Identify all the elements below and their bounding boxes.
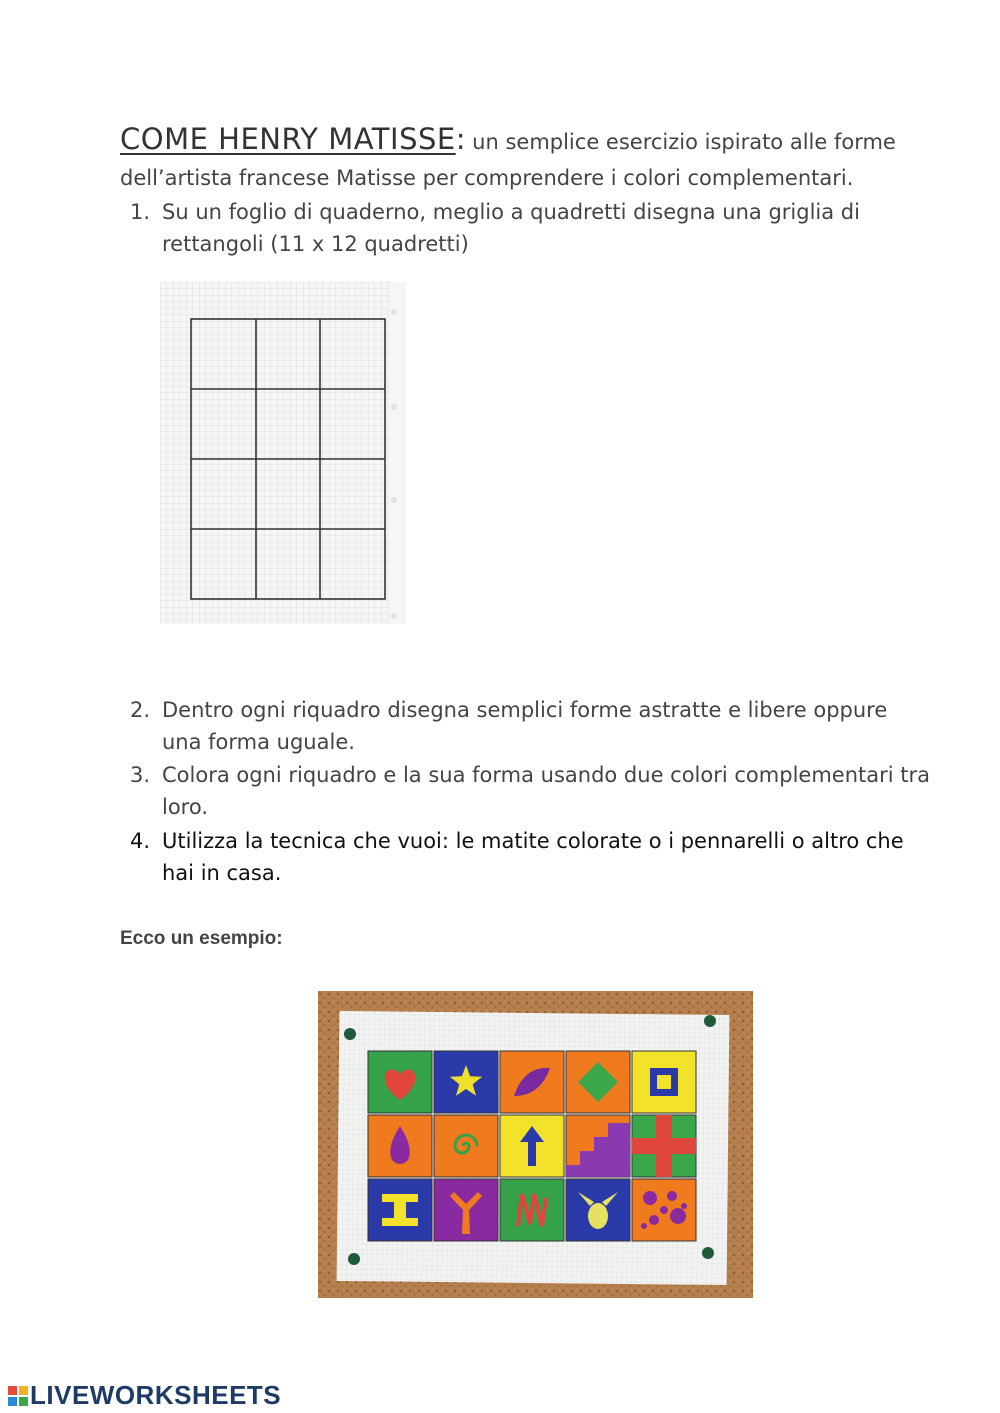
step-number: 3.	[129, 763, 150, 787]
footer-brand	[8, 1380, 281, 1411]
title-colon: :	[455, 122, 466, 156]
example-artwork-photo	[318, 991, 753, 1298]
artwork-cell	[434, 1179, 498, 1241]
artwork-cell	[368, 1115, 432, 1177]
step-text-line1: Dentro ogni riquadro disegna semplici forme astratte e libere oppure	[162, 698, 888, 722]
step-text-line2: hai in casa.	[162, 861, 282, 885]
artwork-cell	[500, 1115, 564, 1177]
artwork-cell	[632, 1115, 696, 1177]
square-ring-shape	[650, 1068, 678, 1096]
artwork-cell	[632, 1179, 696, 1241]
step-1	[120, 196, 980, 262]
grid-sketch	[160, 282, 406, 624]
brand-name: LIVEWORKSHEETS	[30, 1380, 282, 1410]
step-text-line1: Utilizza la tecnica che vuoi: le matite colorate o i pennarelli o altro che	[162, 829, 904, 853]
step-text-line1: Colora ogni riquadro e la sua forma usando due colori complementari tra	[162, 763, 930, 787]
artwork-cell	[368, 1051, 432, 1113]
matisse-artwork	[318, 991, 753, 1298]
artwork-cell	[368, 1179, 432, 1241]
artwork-cell	[632, 1051, 696, 1113]
title-rest: un semplice esercizio ispirato alle forme	[465, 130, 896, 154]
artwork-cell	[434, 1115, 498, 1177]
step-2	[120, 694, 980, 760]
step-number: 2.	[129, 698, 150, 722]
example-label: Ecco un esempio:	[120, 928, 283, 949]
artwork-cell	[500, 1179, 564, 1241]
artwork-cell	[566, 1115, 630, 1177]
artwork-cell	[566, 1051, 630, 1113]
grid-paper-image	[160, 282, 406, 624]
step-number: 1.	[129, 200, 150, 224]
artwork-cell	[566, 1179, 630, 1241]
step-number: 4.	[129, 829, 150, 853]
step-text-line2: una forma uguale.	[162, 730, 355, 754]
artwork-cell	[434, 1051, 498, 1113]
step-text-line2: loro.	[162, 795, 209, 819]
step-text-line2: rettangoli (11 x 12 quadretti)	[162, 232, 469, 256]
step-4	[120, 825, 980, 891]
step-3	[120, 759, 980, 825]
liveworksheets-logo-icon	[8, 1386, 28, 1406]
step-text-line1: Su un foglio di quaderno, meglio a quadretti disegna una griglia di	[162, 200, 860, 224]
artwork-cell	[500, 1051, 564, 1113]
intro-line: dell’artista francese Matisse per comprendere i colori complementari.	[120, 166, 854, 190]
page-title	[120, 122, 980, 156]
title-main: COME HENRY MATISSE	[120, 122, 456, 156]
